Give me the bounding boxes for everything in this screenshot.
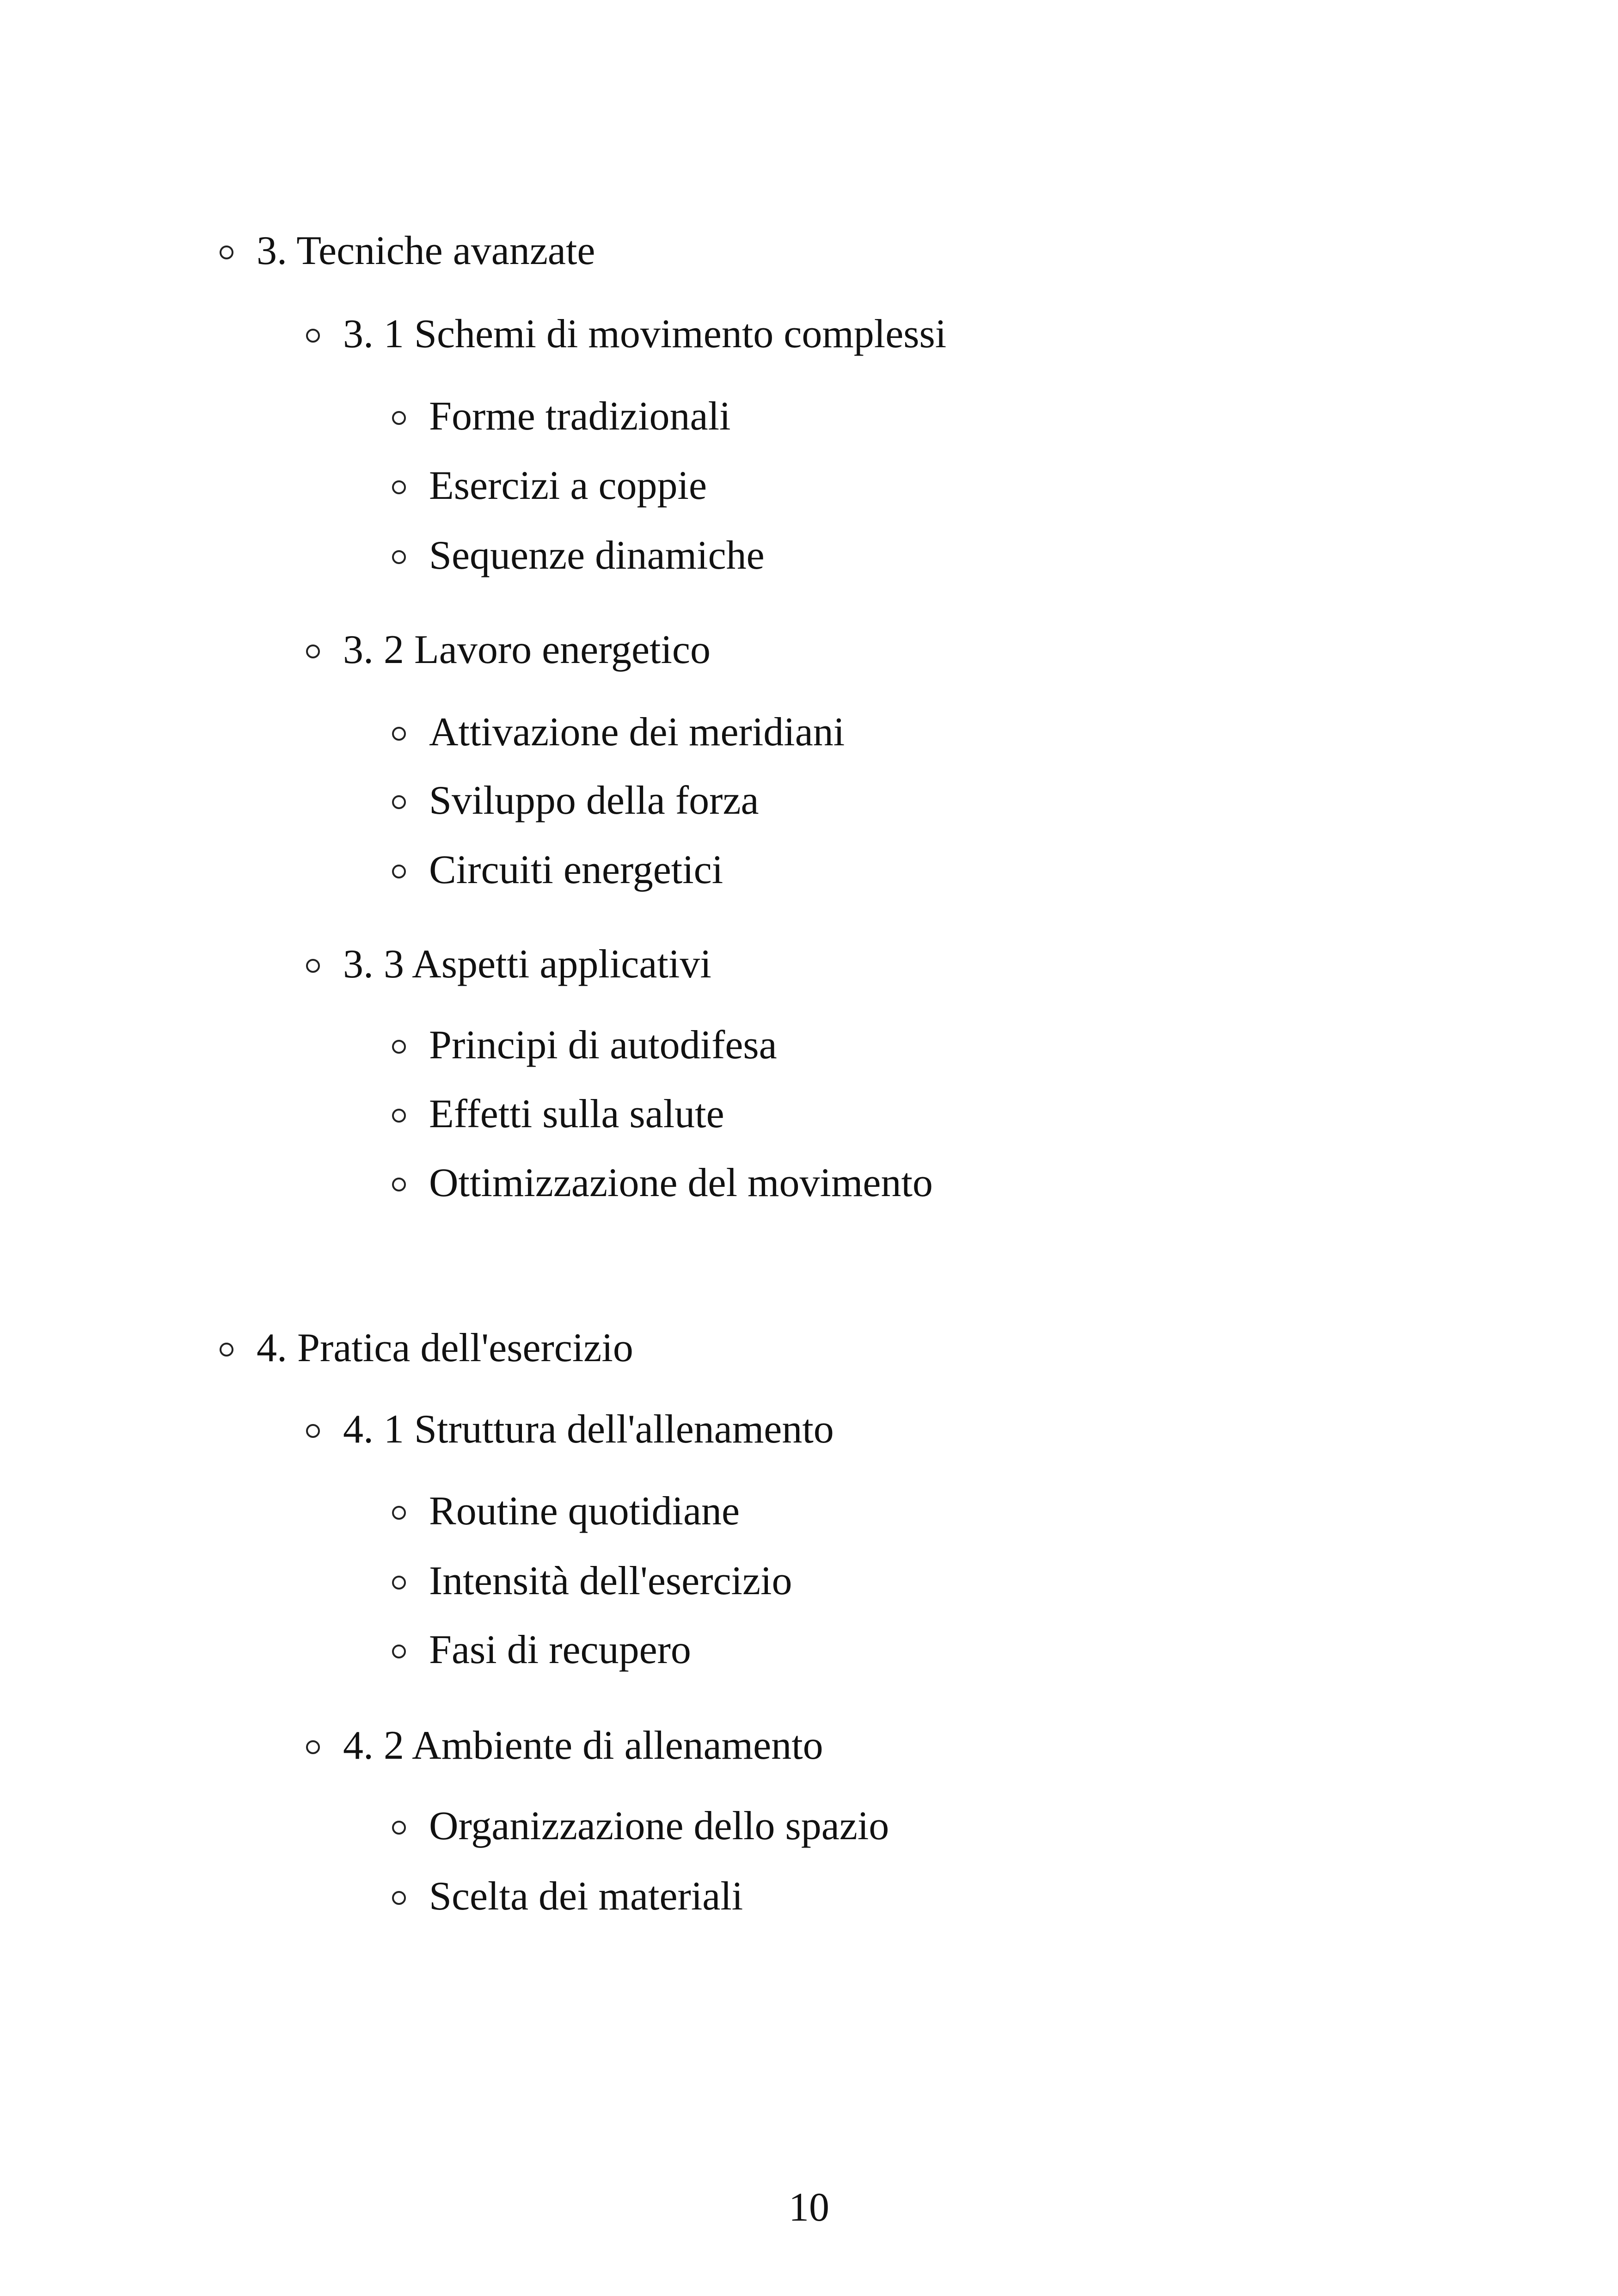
circle-bullet-icon bbox=[392, 480, 406, 494]
outline-item-label: Attivazione dei meridiani bbox=[429, 710, 845, 755]
circle-bullet-icon bbox=[392, 411, 406, 425]
outline-item-label: 3. 3 Aspetti applicativi bbox=[343, 942, 711, 987]
outline-item-label: Principi di autodifesa bbox=[429, 1023, 777, 1068]
circle-bullet-icon bbox=[392, 795, 406, 809]
circle-bullet-icon bbox=[306, 329, 320, 343]
circle-bullet-icon bbox=[392, 1178, 406, 1191]
outline-item-label: Routine quotidiane bbox=[429, 1489, 740, 1534]
circle-bullet-icon bbox=[392, 1821, 406, 1835]
outline-item-label: Forme tradizionali bbox=[429, 394, 731, 439]
page-number: 10 bbox=[789, 2185, 829, 2230]
circle-bullet-icon bbox=[392, 1109, 406, 1123]
outline-item-label: Intensità dell'esercizio bbox=[429, 1559, 792, 1603]
outline-item-label: Fasi di recupero bbox=[429, 1627, 691, 1672]
outline-item-label: Sequenze dinamiche bbox=[429, 533, 765, 578]
outline-item-label: 3. 1 Schemi di movimento complessi bbox=[343, 312, 947, 356]
circle-bullet-icon bbox=[392, 1040, 406, 1054]
outline-item-label: Scelta dei materiali bbox=[429, 1874, 743, 1919]
outline-item-label: Circuiti energetici bbox=[429, 847, 723, 892]
outline-item-label: Effetti sulla salute bbox=[429, 1092, 724, 1136]
outline-item-label: 4. 2 Ambiente di allenamento bbox=[343, 1723, 823, 1768]
circle-bullet-icon bbox=[220, 246, 233, 259]
outline-item-label: Ottimizzazione del movimento bbox=[429, 1160, 933, 1205]
circle-bullet-icon bbox=[306, 1740, 320, 1754]
circle-bullet-icon bbox=[306, 1424, 320, 1438]
circle-bullet-icon bbox=[306, 959, 320, 973]
circle-bullet-icon bbox=[392, 1506, 406, 1520]
circle-bullet-icon bbox=[392, 550, 406, 564]
outline-item-label: 3. Tecniche avanzate bbox=[257, 228, 595, 273]
circle-bullet-icon bbox=[392, 727, 406, 741]
circle-bullet-icon bbox=[392, 1891, 406, 1905]
outline-item-label: 4. Pratica dell'esercizio bbox=[257, 1326, 633, 1370]
outline-item-label: Esercizi a coppie bbox=[429, 463, 707, 508]
circle-bullet-icon bbox=[306, 645, 320, 658]
outline-item-label: Sviluppo della forza bbox=[429, 778, 759, 823]
outline-item-label: Organizzazione dello spazio bbox=[429, 1804, 889, 1848]
outline-item-label: 3. 2 Lavoro energetico bbox=[343, 627, 711, 672]
circle-bullet-icon bbox=[220, 1343, 233, 1357]
circle-bullet-icon bbox=[392, 865, 406, 878]
outline-item-label: 4. 1 Struttura dell'allenamento bbox=[343, 1407, 834, 1452]
circle-bullet-icon bbox=[392, 1645, 406, 1658]
circle-bullet-icon bbox=[392, 1576, 406, 1590]
